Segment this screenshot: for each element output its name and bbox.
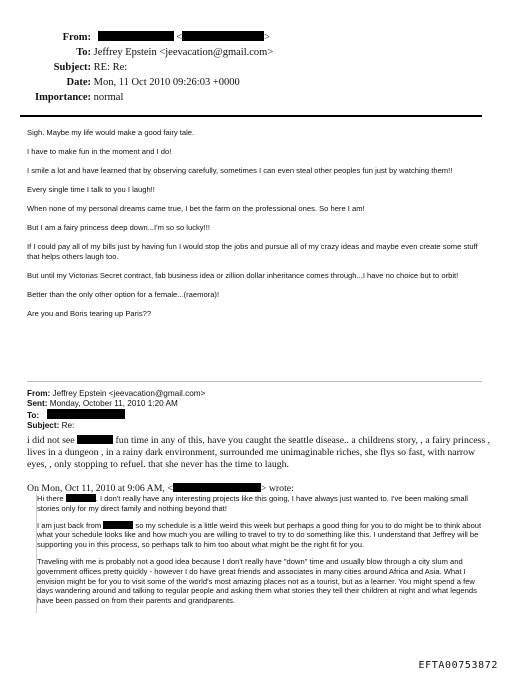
quoted-from-row bbox=[27, 389, 205, 399]
quoted-to-label: To: bbox=[27, 411, 40, 420]
from-bracket-open: < bbox=[176, 32, 183, 43]
quoted-sent-label: Sent: bbox=[27, 399, 48, 408]
inner-paragraph bbox=[37, 521, 485, 550]
importance-value: normal bbox=[93, 92, 124, 103]
message-paragraph: Are you and Boris tearing up Paris?? bbox=[27, 309, 152, 318]
on-wrote-prefix: On Mon, Oct 11, 2010 at 9:06 AM, < bbox=[27, 483, 173, 494]
from-label: From: bbox=[62, 32, 91, 43]
message-paragraph: I smile a lot and have learned that by observing carefully, sometimes I can even steal other peoples fun just by watching them!! bbox=[27, 166, 453, 175]
redacted-name bbox=[77, 435, 113, 444]
inner-quoted-message bbox=[36, 494, 485, 613]
inner-p2-pre: I am just back from bbox=[37, 520, 102, 530]
redacted-name bbox=[66, 494, 96, 502]
reply-part-2: fun time in any of this, have you caught the seattle disease.. a childrens story, , a fairy princess , lives in a dungeon , in a rainy dark environment, surrounded me unimaginable riches, she flys so fast, with narrow eyes, , only stopping to refuel. that she never has the time to laugh. bbox=[27, 435, 491, 470]
date-value: Mon, 11 Oct 2010 09:26:03 +0000 bbox=[93, 77, 240, 88]
redacted-location bbox=[103, 521, 133, 529]
importance-row bbox=[20, 90, 273, 105]
on-wrote-suffix: > wrote: bbox=[260, 483, 294, 494]
message-paragraph: But until my Victorias Secret contract, fab business idea or zillion dollar inheritance comes through...I have no choice but to orbit! bbox=[27, 271, 459, 280]
message-paragraph: But I am a fairy princess deep down...I'm so so lucky!!! bbox=[27, 223, 210, 232]
message-paragraph: I have to make fun in the moment and I do! bbox=[27, 147, 172, 156]
from-bracket-close: > bbox=[264, 32, 271, 43]
message-paragraph: Every single time I talk to you I laugh!! bbox=[27, 185, 155, 194]
header-divider bbox=[20, 115, 482, 117]
quoted-sent-row bbox=[27, 399, 205, 409]
quoted-subject-row bbox=[27, 421, 205, 431]
inner-paragraph bbox=[37, 494, 485, 514]
quoted-to-row bbox=[27, 409, 205, 421]
inner-paragraph: Traveling with me is probably not a good idea because I don't really have "down" time and usually blow through a city slum and government offices pretty quickly - however I do have great friends and associates in many cities around Africa and Asia. What I envision might be for you to visit some of the world's most amazing places not as a tourist, but as a learner. You might spend a few days wandering around and talking to regular people and asking them what stories they tell their children at night and what legends have been passed on from their parents and grandparents. bbox=[37, 556, 477, 606]
message-paragraph: Sigh. Maybe my life would make a good fairy tale. bbox=[27, 128, 195, 137]
redacted-email bbox=[173, 483, 261, 492]
message-body bbox=[27, 128, 489, 328]
quoted-from-value: Jeffrey Epstein <jeevacation@gmail.com> bbox=[52, 389, 206, 398]
quoted-header bbox=[27, 389, 205, 431]
message-paragraph: When none of my personal dreams came true, I bet the farm on the professional ones. So here I am! bbox=[27, 204, 365, 213]
redacted-sender-name bbox=[98, 31, 174, 41]
date-row bbox=[20, 75, 273, 90]
importance-label: Importance: bbox=[35, 92, 91, 103]
subject-label: Subject: bbox=[53, 62, 91, 73]
document-id: EFTA00753872 bbox=[418, 660, 498, 671]
message-paragraph: Better than the only other option for a female...(raemora)! bbox=[27, 290, 220, 299]
to-label: To: bbox=[76, 47, 91, 58]
reply-part-1: i did not see bbox=[27, 435, 75, 446]
to-value: Jeffrey Epstein <jeevacation@gmail.com> bbox=[93, 47, 274, 58]
to-row bbox=[20, 45, 273, 60]
inner-p1-post: . I don't really have any interesting projects like this going, I have always just wanted to. I've been making small stories only for my direct family and nothing beyond that! bbox=[37, 494, 468, 513]
redacted-sender-email bbox=[182, 31, 264, 41]
quoted-divider bbox=[27, 381, 482, 382]
inner-p1-pre: Hi there bbox=[37, 494, 64, 503]
email-header bbox=[20, 30, 273, 105]
redacted-recipient bbox=[47, 409, 125, 419]
message-paragraph: If I could pay all of my bills just by having fun I would stop the jobs and pursue all of my crazy ideas and maybe even create some stuff that helps others laugh too. bbox=[27, 242, 478, 261]
quoted-from-label: From: bbox=[27, 389, 51, 398]
date-label: Date: bbox=[66, 77, 91, 88]
inner-p2-post: so my schedule is a little weird this week but perhaps a good thing for you to do might be to think about what your schedule looks like and how much you are willing to travel to try to do something like this. I understand that Jeffrey will be supporting you in this process, so perhaps talk to him too about what might be the right fit for you. bbox=[37, 520, 482, 550]
subject-value: RE: Re: bbox=[93, 62, 128, 73]
reply-text bbox=[27, 435, 497, 471]
from-row bbox=[20, 30, 273, 45]
quoted-subject-label: Subject: bbox=[27, 421, 60, 430]
subject-row bbox=[20, 60, 273, 75]
quoted-subject-value: Re: bbox=[61, 421, 75, 430]
quoted-sent-value: Monday, October 11, 2010 1:20 AM bbox=[49, 399, 178, 408]
